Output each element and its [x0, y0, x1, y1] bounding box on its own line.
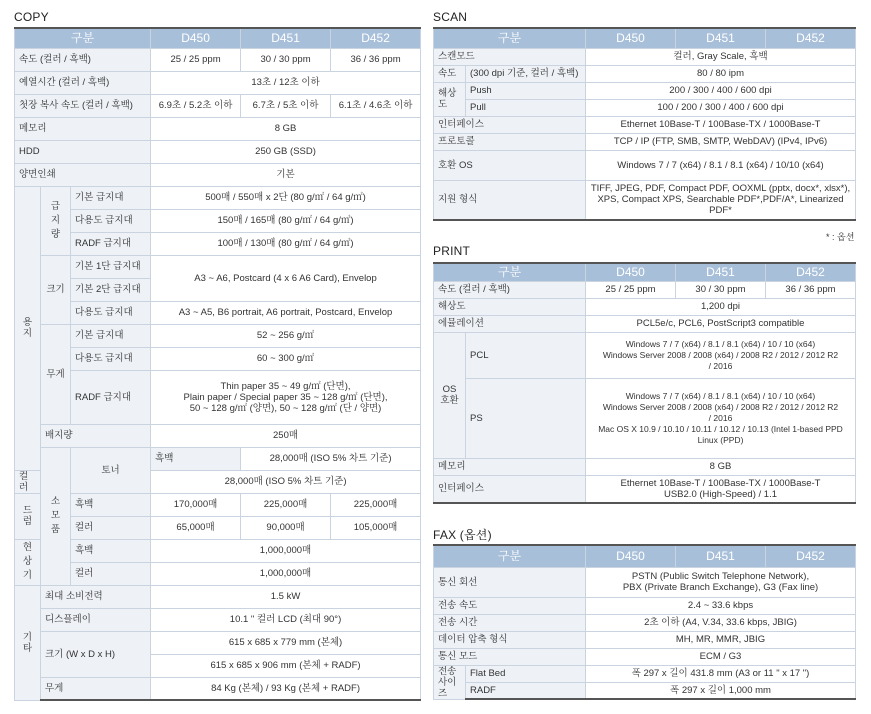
copy-developer-label: 현상기 — [22, 542, 33, 581]
copy-toner-row-label: 흑백 — [151, 447, 241, 470]
scan-protocol-label: 프로토콜 — [434, 133, 586, 150]
copy-first-copy-value: 6.9초 / 5.2초 이하 — [151, 94, 241, 117]
copy-paper-feed-row-label: 기본 급지대 — [71, 186, 151, 209]
copy-speed-value: 25 / 25 ppm — [151, 48, 241, 71]
print-memory-value: 8 GB — [586, 458, 856, 475]
copy-header-label: 구분 — [15, 28, 151, 48]
copy-toner-row-label: 컬러 — [15, 470, 41, 493]
fax-header-label: 구분 — [434, 545, 586, 567]
fax-section-title: FAX (옵션) — [433, 528, 492, 542]
print-header-model: D450 — [586, 263, 676, 281]
copy-speed-label: 속도 (컬러 / 흑백) — [15, 48, 151, 71]
copy-hdd-label: HDD — [15, 140, 151, 163]
fax-mode-label: 통신 모드 — [434, 648, 586, 665]
print-os-pcl-label: PCL — [466, 332, 586, 378]
print-emulation-label: 에뮬레이션 — [434, 315, 586, 332]
copy-paper-weight-row-label: 기본 급지대 — [71, 324, 151, 347]
copy-first-copy-value: 6.7초 / 5초 이하 — [241, 94, 331, 117]
copy-power-value: 1.5 kW — [151, 585, 421, 608]
scan-os-value: Windows 7 / 7 (x64) / 8.1 / 8.1 (x64) / 10/10 (x64) — [586, 150, 856, 180]
copy-memory-label: 메모리 — [15, 117, 151, 140]
fax-size-row-label: Flat Bed — [466, 665, 586, 682]
copy-paper-feed-row-value: 150매 / 165매 (80 g/㎡ / 64 g/㎡) — [151, 209, 421, 232]
fax-time-value: 2초 이하 (A4, V.34, 33.6 kbps, JBIG) — [586, 614, 856, 631]
copy-developer-row-value: 1,000,000매 — [151, 562, 421, 585]
fax-spec-table — [433, 544, 856, 700]
print-speed-value: 36 / 36 ppm — [766, 281, 856, 298]
copy-paper-weight-row-label: 다용도 급지대 — [71, 347, 151, 370]
value-line: Mac OS X 10.9 / 10.10 / 10.11 / 10.12 / 10.13 (Intel 1-based PPD — [598, 423, 843, 434]
value-line: PSTN (Public Switch Telephone Network), — [631, 571, 810, 582]
print-header-model: D452 — [766, 263, 856, 281]
copy-paper-label: 용지 — [15, 186, 41, 470]
copy-paper-feed-row-label: RADF 급지대 — [71, 232, 151, 255]
copy-section-title: COPY — [14, 10, 49, 24]
copy-display-value: 10.1 " 컬러 LCD (최대 90°) — [151, 608, 421, 631]
scan-mode-label: 스캔모드 — [434, 48, 586, 65]
scan-formats-value — [586, 180, 856, 220]
copy-display-label: 디스플레이 — [41, 608, 151, 631]
print-speed-label: 속도 (컬러 / 흑백) — [434, 281, 586, 298]
print-interface-value — [586, 475, 856, 503]
fax-compression-value: MH, MR, MMR, JBIG — [586, 631, 856, 648]
copy-paper-size-row-label: 다용도 급지대 — [71, 301, 151, 324]
scan-section-title: SCAN — [433, 10, 468, 24]
copy-paper-size-tray-value: A3 ~ A6, Postcard (4 x 6 A6 Card), Envelop — [151, 255, 421, 301]
copy-toner-row-value: 28,000매 (ISO 5% 차트 기준) — [151, 470, 421, 493]
copy-paper-size-row-label: 기본 1단 급지대 — [71, 255, 151, 278]
fax-line-label: 통신 회선 — [434, 567, 586, 597]
scan-mode-value: 컬러, Gray Scale, 흑백 — [586, 48, 856, 65]
value-line: Plain paper / Special paper 35 ~ 128 g/㎡ (단면), — [183, 391, 388, 403]
copy-drum-row-label: 흑백 — [71, 493, 151, 516]
copy-etc-label: 기타 — [15, 585, 41, 700]
fax-speed-label: 전송 속도 — [434, 597, 586, 614]
value-line: Windows Server 2008 / 2008 (x64) / 2008 R2 / 2012 / 2012 R2 — [602, 349, 839, 360]
copy-weight-value: 84 Kg (본체) / 93 Kg (본체 + RADF) — [151, 677, 421, 700]
copy-paper-feed-row-label: 다용도 급지대 — [71, 209, 151, 232]
print-os-ps-value — [586, 378, 856, 458]
copy-paper-size-row-value: A3 ~ A5, B6 portrait, A6 portrait, Postcard, Envelop — [151, 301, 421, 324]
copy-paper-output-value: 250매 — [151, 424, 421, 447]
copy-speed-value: 30 / 30 ppm — [241, 48, 331, 71]
copy-size-value: 615 x 685 x 906 mm (본체 + RADF) — [151, 654, 421, 677]
copy-developer-group — [15, 539, 41, 585]
copy-spec-table — [14, 27, 421, 701]
copy-duplex-label: 양면인쇄 — [15, 163, 151, 186]
print-os-ps-label: PS — [466, 378, 586, 458]
print-speed-value: 25 / 25 ppm — [586, 281, 676, 298]
copy-paper-feed-row-value: 500매 / 550매 x 2단 (80 g/㎡ / 64 g/㎡) — [151, 186, 421, 209]
scan-speed-sublabel: (300 dpi 기준, 컬러 / 흑백) — [466, 65, 586, 82]
scan-spec-table — [433, 27, 856, 221]
value-line: / 2016 — [708, 412, 733, 423]
copy-paper-feed-group — [41, 186, 71, 255]
value-line: Linux (PPD) — [697, 434, 744, 445]
scan-header-model: D451 — [676, 28, 766, 48]
copy-developer-row-label: 컬러 — [71, 562, 151, 585]
copy-drum-row-value: 65,000매 — [151, 516, 241, 539]
fax-header-model: D452 — [766, 545, 856, 567]
scan-interface-value: Ethernet 10Base-T / 100Base-TX / 1000Base-T — [586, 116, 856, 133]
print-os-label: OS 호환 — [434, 332, 466, 458]
fax-mode-value: ECM / G3 — [586, 648, 856, 665]
fax-size-row-value: 폭 297 x 길이 431.8 mm (A3 or 11 " x 17 ") — [586, 665, 856, 682]
fax-speed-value: 2.4 ~ 33.6 kbps — [586, 597, 856, 614]
scan-formats-label: 지원 형식 — [434, 180, 586, 220]
fax-size-row-label: RADF — [466, 682, 586, 699]
copy-paper-weight-label: 무게 — [41, 324, 71, 424]
print-resolution-value: 1,200 dpi — [586, 298, 856, 315]
copy-paper-size-label: 크기 — [41, 255, 71, 324]
copy-paper-weight-row-label: RADF 급지대 — [71, 370, 151, 424]
copy-header-model: D450 — [151, 28, 241, 48]
fax-line-value — [586, 567, 856, 597]
copy-paper-output-label: 배지량 — [41, 424, 151, 447]
scan-os-label: 호환 OS — [434, 150, 586, 180]
copy-paper-size-row-label: 기본 2단 급지대 — [71, 278, 151, 301]
fax-time-label: 전송 시간 — [434, 614, 586, 631]
value-line: 50 ~ 128 g/㎡ (양면), 50 ~ 128 g/㎡ (단 / 양면) — [189, 402, 382, 414]
copy-developer-row-value: 1,000,000매 — [151, 539, 421, 562]
print-header-label: 구분 — [434, 263, 586, 281]
copy-size-label: 크기 (W x D x H) — [41, 631, 151, 677]
copy-warmup-value: 13초 / 12초 이하 — [151, 71, 421, 94]
value-line: PBX (Private Branch Exchange), G3 (Fax line) — [622, 582, 819, 593]
copy-paper-feed-label: 급지량 — [50, 200, 61, 240]
copy-drum-row-value: 225,000매 — [241, 493, 331, 516]
fax-header-model: D450 — [586, 545, 676, 567]
scan-speed-value: 80 / 80 ipm — [586, 65, 856, 82]
scan-resolution-row-label: Pull — [466, 99, 586, 116]
scan-header-model: D450 — [586, 28, 676, 48]
copy-paper-weight-radf-value — [151, 370, 421, 424]
fax-size-label: 전송 사이즈 — [434, 665, 466, 699]
copy-drum-row-value: 170,000매 — [151, 493, 241, 516]
copy-first-copy-label: 첫장 복사 속도 (컬러 / 흑백) — [15, 94, 151, 117]
print-memory-label: 메모리 — [434, 458, 586, 475]
fax-size-row-value: 폭 297 x 길이 1,000 mm — [586, 682, 856, 699]
copy-size-value: 615 x 685 x 779 mm (본체) — [151, 631, 421, 654]
scan-resolution-row-label: Push — [466, 82, 586, 99]
scan-resolution-row-value: 100 / 200 / 300 / 400 / 600 dpi — [586, 99, 856, 116]
print-emulation-value: PCL5e/c, PCL6, PostScript3 compatible — [586, 315, 856, 332]
scan-header-label: 구분 — [434, 28, 586, 48]
scan-resolution-label: 해상도 — [434, 82, 466, 116]
print-speed-value: 30 / 30 ppm — [676, 281, 766, 298]
copy-weight-label: 무게 — [41, 677, 151, 700]
copy-duplex-value: 기본 — [151, 163, 421, 186]
copy-memory-value: 8 GB — [151, 117, 421, 140]
copy-drum-row-value: 90,000매 — [241, 516, 331, 539]
print-interface-label: 인터페이스 — [434, 475, 586, 503]
scan-interface-label: 인터페이스 — [434, 116, 586, 133]
print-resolution-label: 해상도 — [434, 298, 586, 315]
print-os-pcl-value — [586, 332, 856, 378]
copy-drum-row-value: 105,000매 — [331, 516, 421, 539]
value-line: TIFF, JPEG, PDF, Compact PDF, OOXML (pptx, docx*, xlsx*), — [590, 183, 851, 195]
value-line: Windows Server 2008 / 2008 (x64) / 2008 R2 / 2012 / 2012 R2 — [602, 401, 839, 412]
scan-protocol-value: TCP / IP (FTP, SMB, SMTP, WebDAV) (IPv4, IPv6) — [586, 133, 856, 150]
value-line: Windows 7 / 7 (x64) / 8.1 / 8.1 (x64) / 10 / 10 (x64) — [625, 390, 816, 401]
copy-drum-row-label: 컬러 — [71, 516, 151, 539]
copy-header-model: D451 — [241, 28, 331, 48]
print-header-model: D451 — [676, 263, 766, 281]
fax-header-model: D451 — [676, 545, 766, 567]
value-line: Ethernet 10Base-T / 100Base-TX / 1000Base-T — [620, 477, 821, 489]
copy-paper-weight-row-value: 60 ~ 300 g/㎡ — [151, 347, 421, 370]
copy-power-label: 최대 소비전력 — [41, 585, 151, 608]
copy-warmup-label: 예열시간 (컬러 / 흑백) — [15, 71, 151, 94]
copy-toner-row-value: 28,000매 (ISO 5% 차트 기준) — [241, 447, 421, 470]
copy-paper-weight-row-value: 52 ~ 256 g/㎡ — [151, 324, 421, 347]
value-line: Thin paper 35 ~ 49 g/㎡ (단면), — [220, 380, 351, 392]
copy-header-model: D452 — [331, 28, 421, 48]
scan-option-note: * : 옵션 — [826, 232, 855, 242]
copy-toner-label: 토너 — [71, 447, 151, 493]
scan-speed-label: 속도 — [434, 65, 466, 82]
copy-developer-row-label: 흑백 — [71, 539, 151, 562]
value-line: XPS, Compact XPS, Searchable PDF*,PDF/A*, Linearized PDF* — [597, 194, 844, 217]
copy-first-copy-value: 6.1초 / 4.6초 이하 — [331, 94, 421, 117]
copy-consumables-group — [41, 447, 71, 585]
copy-drum-label: 드럼 — [15, 493, 41, 539]
scan-resolution-row-value: 200 / 300 / 400 / 600 dpi — [586, 82, 856, 99]
copy-paper-feed-row-value: 100매 / 130매 (80 g/㎡ / 64 g/㎡) — [151, 232, 421, 255]
scan-header-model: D452 — [766, 28, 856, 48]
copy-speed-value: 36 / 36 ppm — [331, 48, 421, 71]
value-line: / 2016 — [708, 360, 733, 371]
fax-compression-label: 데이터 압축 형식 — [434, 631, 586, 648]
copy-hdd-value: 250 GB (SSD) — [151, 140, 421, 163]
copy-drum-row-value: 225,000매 — [331, 493, 421, 516]
print-spec-table — [433, 262, 856, 504]
value-line: USB2.0 (High-Speed) / 1.1 — [663, 488, 777, 500]
value-line: Windows 7 / 7 (x64) / 8.1 / 8.1 (x64) / 10 / 10 (x64) — [625, 338, 816, 349]
copy-consumables-label: 소모품 — [50, 496, 61, 535]
print-section-title: PRINT — [433, 244, 470, 258]
